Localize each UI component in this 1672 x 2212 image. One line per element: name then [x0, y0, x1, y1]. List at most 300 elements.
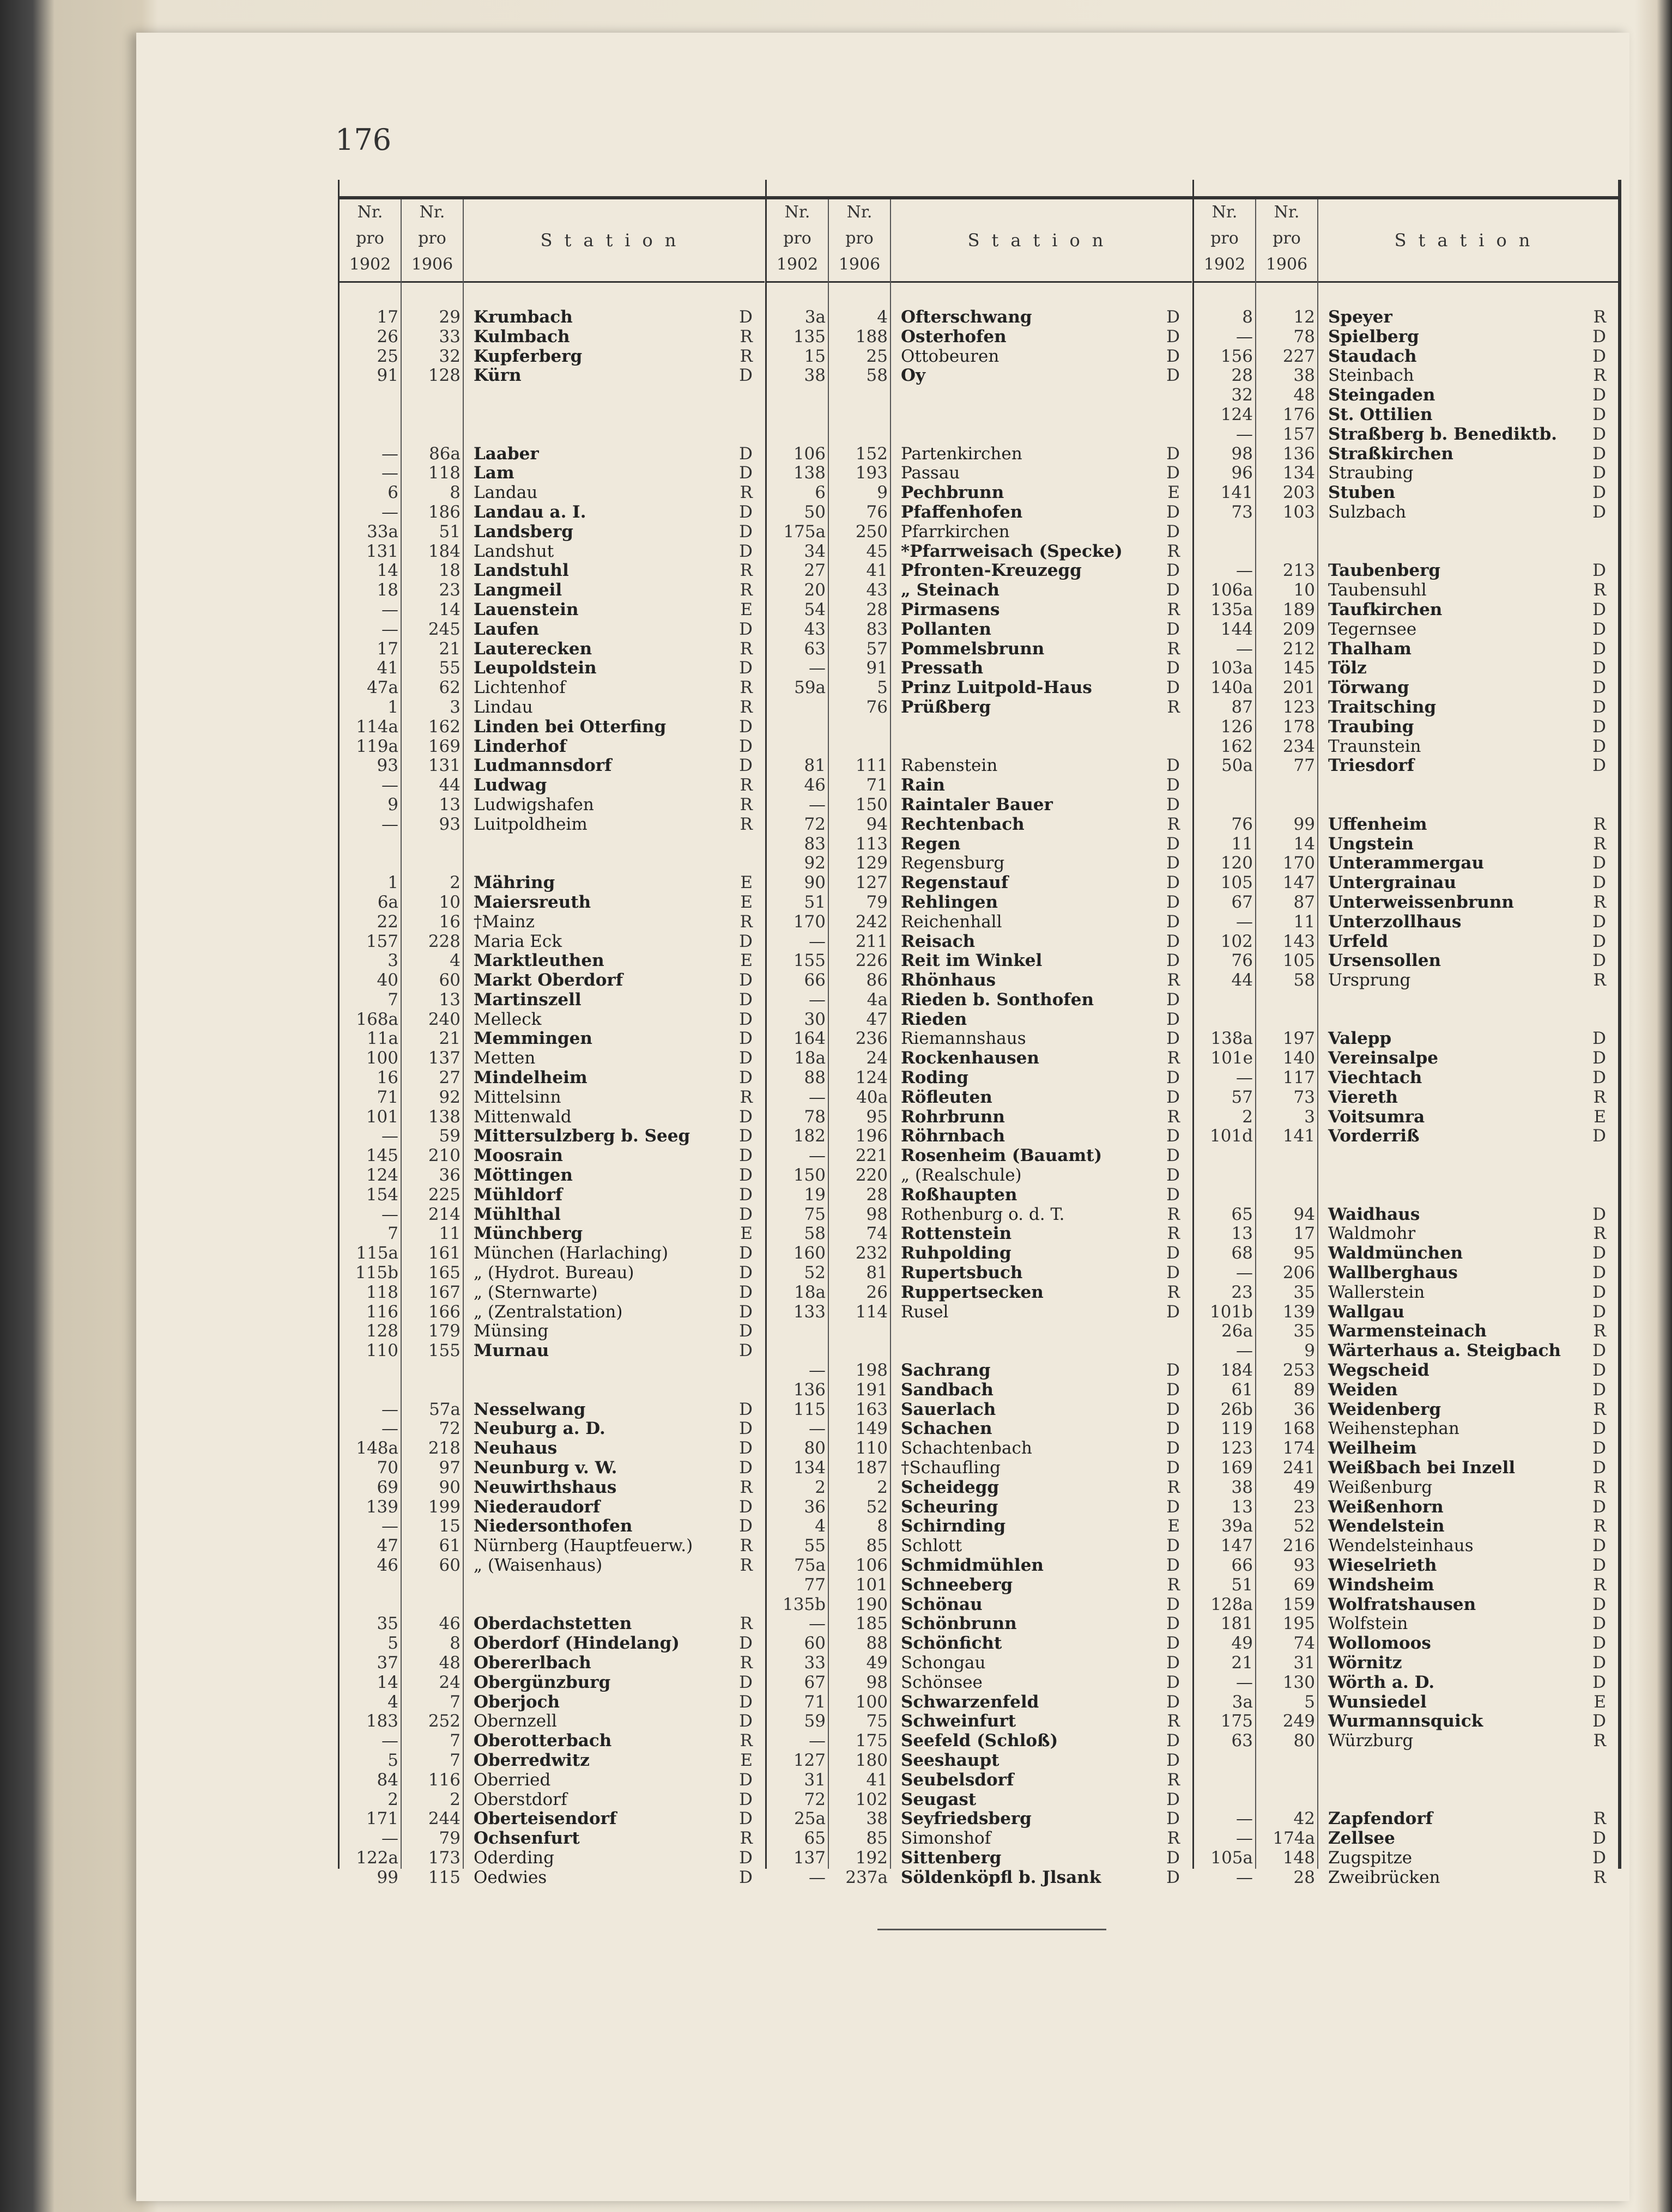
station-class: D [1592, 385, 1606, 405]
station-class: D [1166, 1672, 1180, 1692]
nr-1906: 185 [855, 1614, 888, 1634]
nr-1906: 11 [1293, 911, 1315, 932]
nr-1906: 140 [1282, 1048, 1315, 1068]
station-name: „ (Waisenhaus) [474, 1555, 603, 1575]
station-class: D [1166, 834, 1180, 854]
nr-1906: 180 [855, 1750, 888, 1770]
table-row [340, 990, 765, 1010]
nr-1902: — [1236, 1263, 1253, 1283]
nr-1906: 3 [450, 697, 461, 717]
nr-1902: 93 [377, 756, 398, 776]
nr-1902: — [1236, 326, 1253, 347]
table-row [340, 1498, 765, 1517]
nr-1906: 90 [439, 1477, 461, 1497]
station-name: Martinszell [474, 989, 581, 1010]
station-name: Wollomoos [1328, 1633, 1431, 1654]
nr-1906: 191 [855, 1380, 888, 1400]
table-row [767, 1224, 1192, 1244]
station-class: D [1166, 678, 1180, 698]
station-class: D [739, 1419, 753, 1439]
table-row [340, 1536, 765, 1556]
table-row [767, 1322, 1192, 1341]
station-class: D [739, 1009, 753, 1029]
nr-1902: 54 [804, 599, 826, 619]
table-row [1194, 835, 1618, 854]
nr-1906: 14 [439, 599, 461, 619]
nr-1902: 58 [804, 1224, 826, 1244]
station-class: R [1593, 892, 1606, 912]
station-name: Ursprung [1328, 970, 1411, 990]
nr-1902: 7 [387, 989, 398, 1010]
station-name: Nürnberg (Hauptfeuerw.) [474, 1536, 693, 1556]
table-row [767, 1498, 1192, 1517]
page-number: 176 [335, 123, 392, 157]
nr-1906: 141 [1282, 1126, 1315, 1146]
table-row [767, 1244, 1192, 1263]
nr-1906: 2 [877, 1477, 888, 1497]
station-class: D [1166, 1555, 1180, 1575]
station-class: D [1592, 1243, 1606, 1263]
nr-1906: 51 [439, 521, 461, 542]
station-class: R [1593, 834, 1606, 854]
table-row [767, 1029, 1192, 1049]
nr-1902: 68 [1231, 1243, 1253, 1263]
nr-1906: 196 [855, 1126, 888, 1146]
nr-1902: 5 [387, 1633, 398, 1654]
station-name: Schönficht [901, 1633, 1002, 1654]
station-name: †Mainz [474, 911, 535, 932]
station-class: D [739, 366, 753, 386]
table-row [767, 1400, 1192, 1420]
nr-1902: — [381, 599, 398, 619]
station-name: Rehlingen [901, 892, 998, 912]
nr-1902: — [381, 1419, 398, 1439]
table-row [340, 1166, 765, 1186]
nr-1906: 44 [439, 775, 461, 795]
table-row [767, 1283, 1192, 1303]
table-row [1194, 1459, 1618, 1478]
station-class: D [1592, 1126, 1606, 1146]
station-class: R [1167, 1107, 1180, 1127]
nr-1902: — [381, 502, 398, 522]
table-row [767, 1186, 1192, 1205]
table-row [1194, 522, 1618, 542]
nr-1902: 175a [783, 521, 826, 542]
nr-1902: 17 [377, 639, 398, 659]
station-class: R [1167, 814, 1180, 834]
nr-1906: 8 [877, 1516, 888, 1536]
station-name: Markt Oberdorf [474, 970, 623, 990]
nr-1906: 199 [428, 1497, 461, 1517]
table-row [767, 1361, 1192, 1381]
table-row [340, 386, 765, 405]
nr-1902: 99 [377, 1867, 398, 1887]
station-name: Schweinfurt [901, 1711, 1016, 1731]
table-row [340, 1771, 765, 1790]
nr-1902: — [381, 1516, 398, 1536]
table-row [767, 561, 1192, 581]
table-row [767, 1146, 1192, 1166]
nr-1902: 38 [1231, 1477, 1253, 1497]
station-class: D [1166, 443, 1180, 464]
station-name: Weiden [1328, 1380, 1398, 1400]
nr-1902: 131 [366, 541, 398, 561]
nr-1906: 8 [450, 1633, 461, 1654]
station-class: R [1593, 814, 1606, 834]
table-row [767, 756, 1192, 776]
nr-1906: 97 [439, 1458, 461, 1478]
table-row [340, 1186, 765, 1205]
nr-1906: 169 [428, 736, 461, 756]
station-class: D [1166, 463, 1180, 483]
table-row [340, 1283, 765, 1303]
nr-1906: 38 [1293, 366, 1315, 386]
nr-1902: 141 [1220, 483, 1253, 503]
nr-1906: 186 [428, 502, 461, 522]
station-name: Ofterschwang [901, 307, 1032, 327]
nr-1906: 117 [1282, 1068, 1315, 1088]
nr-1906: 35 [1293, 1282, 1315, 1302]
nr-1902: — [809, 794, 826, 815]
nr-1906: 89 [1293, 1380, 1315, 1400]
nr-1902: — [381, 1204, 398, 1224]
station-class: D [739, 1068, 753, 1088]
nr-1906: 110 [855, 1438, 888, 1459]
nr-1902: 14 [377, 561, 398, 581]
nr-1906: 57a [429, 1399, 461, 1419]
table-row [340, 581, 765, 600]
table-row [767, 1439, 1192, 1459]
table-row [340, 503, 765, 522]
station-name: Röhrnbach [901, 1126, 1005, 1146]
table-row [767, 1809, 1192, 1829]
nr-1902: 50 [804, 502, 826, 522]
nr-1902: 47a [367, 678, 398, 698]
table-row [340, 1614, 765, 1634]
station-class: D [1592, 1594, 1606, 1614]
station-name: Memmingen [474, 1029, 592, 1049]
nr-1902: 88 [804, 1068, 826, 1088]
nr-1902: 16 [377, 1068, 398, 1088]
table-row [1194, 1108, 1618, 1127]
station-name: Obererlbach [474, 1652, 591, 1673]
nr-1902: 2 [387, 1789, 398, 1809]
table-row [767, 932, 1192, 952]
station-class: R [1593, 307, 1606, 327]
station-name: Lauenstein [474, 599, 579, 619]
nr-1902: 75 [804, 1204, 826, 1224]
nr-1902: 110 [366, 1341, 398, 1361]
nr-1902: 36 [804, 1497, 826, 1517]
nr-1902: 18 [377, 580, 398, 600]
nr-1906: 8 [450, 483, 461, 503]
station-name: Windsheim [1328, 1575, 1434, 1595]
nr-1902: — [381, 1399, 398, 1419]
station-name: Waldmohr [1328, 1224, 1416, 1244]
station-class: D [739, 307, 753, 327]
table-row [767, 1517, 1192, 1536]
table-row [1194, 1829, 1618, 1849]
nr-1906: 101 [855, 1575, 888, 1595]
nr-1906: 91 [866, 658, 888, 678]
table-row [1194, 951, 1618, 971]
nr-1906: 210 [428, 1146, 461, 1166]
table-row [1194, 1029, 1618, 1049]
nr-1906: 234 [1282, 736, 1315, 756]
station-class: D [1166, 1536, 1180, 1556]
table-row [340, 640, 765, 659]
table-row [1194, 308, 1618, 327]
nr-1902: 77 [804, 1575, 826, 1595]
nr-1902: 137 [793, 1848, 826, 1868]
station-name: †Schaufling [901, 1458, 1001, 1478]
nr-1902: — [809, 1360, 826, 1381]
nr-1902: — [1236, 561, 1253, 581]
table-row [767, 815, 1192, 835]
station-class: D [1166, 326, 1180, 347]
station-class: D [1592, 639, 1606, 659]
nr-1906: 10 [439, 892, 461, 912]
nr-1906: 93 [439, 814, 461, 834]
nr-1906: 72 [439, 1419, 461, 1439]
station-name: Ruhpolding [901, 1243, 1011, 1263]
nr-1906: 23 [439, 580, 461, 600]
table-row [1194, 1322, 1618, 1341]
station-name: Prüßberg [901, 697, 991, 717]
station-class: D [739, 1263, 753, 1283]
nr-1906: 157 [1282, 424, 1315, 444]
station-name: Stuben [1328, 483, 1396, 503]
nr-1902: 20 [804, 580, 826, 600]
nr-1902: — [381, 814, 398, 834]
station-class: E [740, 892, 753, 912]
nr-1906: 147 [1282, 873, 1315, 893]
table-row [767, 951, 1192, 971]
table-row [1194, 1439, 1618, 1459]
nr-1902: 83 [804, 834, 826, 854]
nr-1902: 169 [1220, 1458, 1253, 1478]
table-row [340, 1673, 765, 1693]
nr-1906: 38 [866, 1809, 888, 1829]
station-class: D [1166, 1458, 1180, 1478]
station-name: Pollanten [901, 619, 991, 639]
nr-1906: 242 [855, 911, 888, 932]
station-name: Sandbach [901, 1380, 993, 1400]
station-name: Rothenburg o. d. T. [901, 1204, 1065, 1224]
station-class: E [740, 1224, 753, 1244]
station-class: D [1166, 1399, 1180, 1419]
nr-1902: — [381, 1828, 398, 1849]
nr-1902: — [809, 1867, 826, 1887]
nr-1906: 69 [1293, 1575, 1315, 1595]
table-row [767, 1049, 1192, 1068]
station-name: Seubelsdorf [901, 1770, 1014, 1790]
station-class: D [739, 736, 753, 756]
station-name: Steingaden [1328, 385, 1435, 405]
station-class: D [1592, 1848, 1606, 1868]
header-nr-1906: Nr. pro 1906 [1256, 199, 1318, 281]
nr-1906: 95 [866, 1107, 888, 1127]
nr-1906: 136 [1282, 443, 1315, 464]
nr-1906: 27 [439, 1068, 461, 1088]
table-row [767, 1829, 1192, 1849]
station-class: D [1592, 1555, 1606, 1575]
table-row [1194, 659, 1618, 678]
nr-1906: 184 [428, 541, 461, 561]
table-row [767, 327, 1192, 347]
table-row [340, 1068, 765, 1088]
nr-1906: 36 [1293, 1399, 1315, 1419]
nr-1902: 25a [794, 1809, 826, 1829]
nr-1906: 46 [439, 1614, 461, 1634]
nr-1906: 245 [428, 619, 461, 639]
nr-1906: 58 [866, 366, 888, 386]
station-name: Oberjoch [474, 1692, 560, 1712]
station-name: Ottobeuren [901, 346, 999, 366]
table-row [340, 1244, 765, 1263]
station-name: Lindau [474, 697, 533, 717]
nr-1902: 116 [366, 1302, 398, 1322]
station-class: R [1593, 1731, 1606, 1751]
table-row [1194, 542, 1618, 562]
station-class: D [1592, 463, 1606, 483]
station-class: D [1592, 1828, 1606, 1849]
nr-1902: 51 [1231, 1575, 1253, 1595]
station-name: Wendelstein [1328, 1516, 1445, 1536]
nr-1906: 52 [866, 1497, 888, 1517]
station-class: D [1166, 911, 1180, 932]
column-rows [767, 308, 1192, 1888]
nr-1906: 48 [1293, 385, 1315, 405]
station-name: Marktleuthen [474, 951, 604, 971]
table-row [340, 1303, 765, 1322]
nr-1902: 128 [366, 1321, 398, 1341]
station-name: Tölz [1328, 658, 1367, 678]
nr-1902: 51 [804, 892, 826, 912]
nr-1902: 65 [1231, 1204, 1253, 1224]
table-row [340, 718, 765, 737]
station-name: Viechtach [1328, 1068, 1422, 1088]
station-class: D [739, 756, 753, 776]
nr-1902: 1 [387, 697, 398, 717]
nr-1902: 147 [1220, 1536, 1253, 1556]
nr-1906: 173 [428, 1848, 461, 1868]
station-name: Oy [901, 366, 926, 386]
table-row [1194, 640, 1618, 659]
nr-1902: 9 [387, 794, 398, 815]
station-name: Laufen [474, 619, 540, 639]
table-row [340, 1556, 765, 1576]
station-name: Voitsumra [1328, 1107, 1425, 1127]
table-row [1194, 678, 1618, 698]
nr-1906: 74 [866, 1224, 888, 1244]
station-name: Regensburg [901, 853, 1005, 873]
station-name: Oedwies [474, 1867, 547, 1887]
nr-1906: 221 [855, 1146, 888, 1166]
nr-1902: 134 [793, 1458, 826, 1478]
table-row [767, 1341, 1192, 1361]
nr-1906: 31 [1293, 1652, 1315, 1673]
station-class: D [1166, 1302, 1180, 1322]
nr-1906: 148 [1282, 1848, 1315, 1868]
table-row [340, 932, 765, 952]
nr-1902: 52 [804, 1263, 826, 1283]
table-row [1194, 1712, 1618, 1731]
nr-1902: 76 [1231, 814, 1253, 834]
table-row [1194, 1809, 1618, 1829]
table-row [340, 620, 765, 640]
nr-1906: 250 [855, 521, 888, 542]
table-row [1194, 756, 1618, 776]
table-row [1194, 990, 1618, 1010]
table-row [767, 1010, 1192, 1030]
nr-1906: 161 [428, 1243, 461, 1263]
table-row [1194, 561, 1618, 581]
station-class: D [1166, 1848, 1180, 1868]
nr-1906: 118 [428, 463, 461, 483]
nr-1906: 83 [866, 619, 888, 639]
table-row [340, 600, 765, 620]
station-class: D [739, 716, 753, 737]
nr-1902: 26a [1221, 1321, 1253, 1341]
station-name: Sittenberg [901, 1848, 1002, 1868]
nr-1902: — [809, 931, 826, 951]
table-row [1194, 1751, 1618, 1771]
nr-1902: 119a [356, 736, 398, 756]
nr-1902: — [381, 775, 398, 795]
station-class: D [739, 931, 753, 951]
nr-1906: 2 [450, 873, 461, 893]
nr-1902: 7 [387, 1224, 398, 1244]
table-row [767, 640, 1192, 659]
nr-1902: 182 [793, 1126, 826, 1146]
nr-1906: 9 [1304, 1341, 1315, 1361]
table-row [340, 366, 765, 386]
nr-1902: 60 [804, 1633, 826, 1654]
station-class: D [1166, 1263, 1180, 1283]
table-row [767, 405, 1192, 425]
station-name: Krumbach [474, 307, 573, 327]
station-class: D [1166, 1809, 1180, 1829]
nr-1902: 8 [1242, 307, 1253, 327]
station-class: R [1167, 1204, 1180, 1224]
table-row [1194, 1010, 1618, 1030]
nr-1902: — [1236, 1828, 1253, 1849]
station-name: Pommelsbrunn [901, 639, 1045, 659]
station-name: Obernzell [474, 1711, 557, 1731]
table-row [340, 873, 765, 893]
station-class: D [1166, 580, 1180, 600]
nr-1902: — [809, 989, 826, 1010]
station-name: Scheidegg [901, 1477, 999, 1497]
station-class: D [1592, 1652, 1606, 1673]
table-row [1194, 1673, 1618, 1693]
nr-1902: 59a [794, 678, 826, 698]
nr-1906: 130 [1282, 1672, 1315, 1692]
station-name: Unterzollhaus [1328, 911, 1462, 932]
table-row [1194, 1146, 1618, 1166]
station-class: R [1167, 1477, 1180, 1497]
station-class: D [1166, 1087, 1180, 1107]
table-row [1194, 464, 1618, 483]
station-class: R [740, 911, 753, 932]
bottom-rule [877, 1929, 1106, 1930]
station-name: Pressath [901, 658, 984, 678]
station-class: D [739, 1165, 753, 1186]
station-class: D [1166, 1126, 1180, 1146]
table-row [340, 1459, 765, 1478]
station-class: R [740, 346, 753, 366]
